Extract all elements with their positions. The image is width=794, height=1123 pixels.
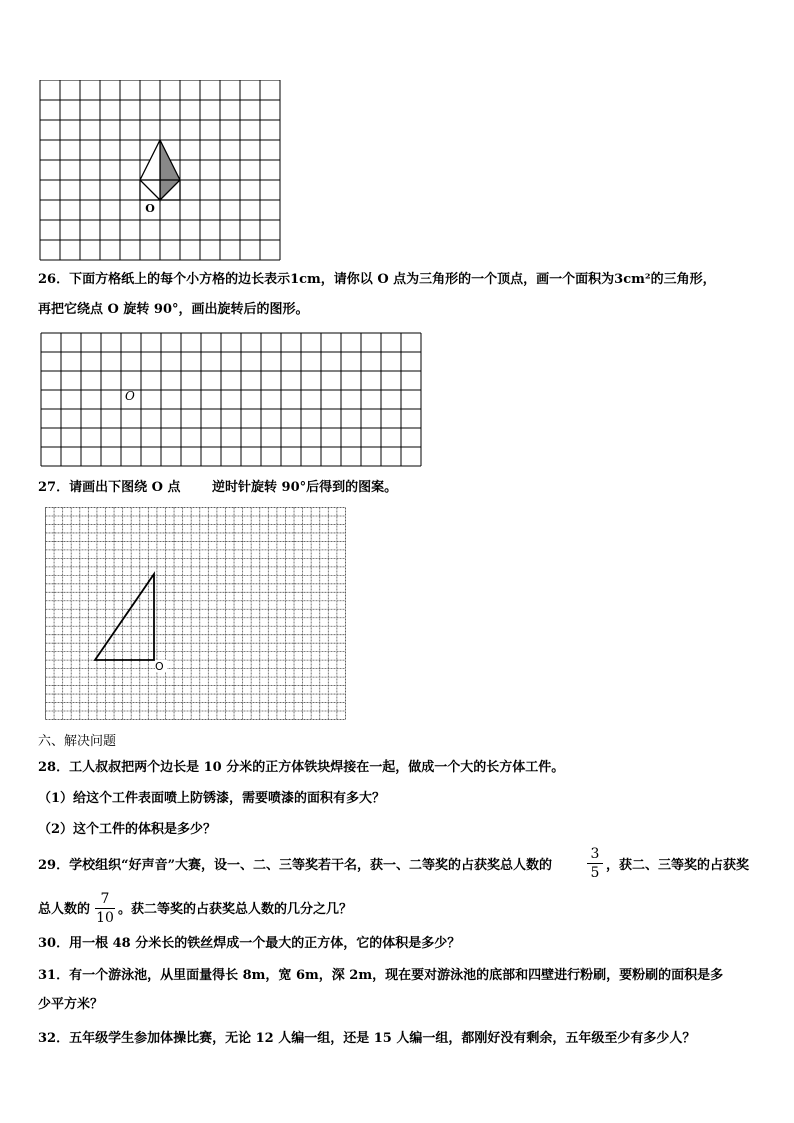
question-29-part-1: 29．学校组织“好声音”大赛，设一、二、三等奖若干名，获一、二等奖的占获奖总人数的 xyxy=(38,858,553,873)
fraction-seven-tenths xyxy=(92,891,118,926)
right-triangle xyxy=(95,574,154,660)
grid-figure-1 xyxy=(38,80,282,262)
kite-white-half xyxy=(140,140,160,200)
question-27-text-b: 逆时针旋转 90°后得到的图案。 xyxy=(212,480,398,495)
fraction-1-denominator: 5 xyxy=(590,865,600,881)
kite-shaded-half xyxy=(160,140,180,200)
question-31-line-1: 31．有一个游泳池，从里面量得长 8m，宽 6m，深 2m，现在要对游泳池的底部和四壁进行粉刷，要粉刷的面积是多 xyxy=(38,968,724,983)
grid-figure-2 xyxy=(40,332,422,468)
fraction-three-fifths xyxy=(584,846,606,881)
fraction-2-numerator: 7 xyxy=(100,891,110,907)
question-32: 32．五年级学生参加体操比赛，无论 12 人编一组，还是 15 人编一组，都刚好没有剩余，五年级至少有多少人？ xyxy=(38,1031,696,1046)
fraction-2-denominator: 10 xyxy=(96,910,114,926)
question-28-sub-2: （2）这个工件的体积是多少？ xyxy=(38,822,217,837)
fraction-1-numerator: 3 xyxy=(590,846,600,862)
question-28-sub-1: （1）给这个工件表面喷上防锈漆，需要喷漆的面积有多大？ xyxy=(38,791,386,806)
question-29-part-2: ，获二、三等奖的占获奖 xyxy=(606,858,750,873)
question-26-line-1: 26．下面方格纸上的每个小方格的边长表示1cm，请你以 O 点为三角形的一个顶点，画一个面积为3cm²的三角形， xyxy=(38,272,716,287)
question-30: 30．用一根 48 分米长的铁丝焊成一个最大的正方体，它的体积是多少？ xyxy=(38,936,461,951)
question-29-part-3: 总人数的 xyxy=(38,902,91,917)
question-27-text-a: 27．请画出下图绕 O 点 xyxy=(38,480,181,495)
question-26-line-2: 再把它绕点 O 旋转 90°，画出旋转后的图形。 xyxy=(38,302,309,317)
point-o-label-3: O xyxy=(155,660,164,673)
question-29-part-4: 。获二等奖的占获奖总人数的几分之几？ xyxy=(118,902,353,917)
point-o-label: O xyxy=(145,202,155,215)
point-o-label-2: O xyxy=(125,389,135,403)
question-31-line-2: 少平方米？ xyxy=(38,997,104,1012)
grid-figure-3 xyxy=(45,507,347,721)
question-28-line-1: 28．工人叔叔把两个边长是 10 分米的正方体铁块焊接在一起，做成一个大的长方体工件。 xyxy=(38,760,565,775)
section-title: 六、解决问题 xyxy=(38,734,117,749)
